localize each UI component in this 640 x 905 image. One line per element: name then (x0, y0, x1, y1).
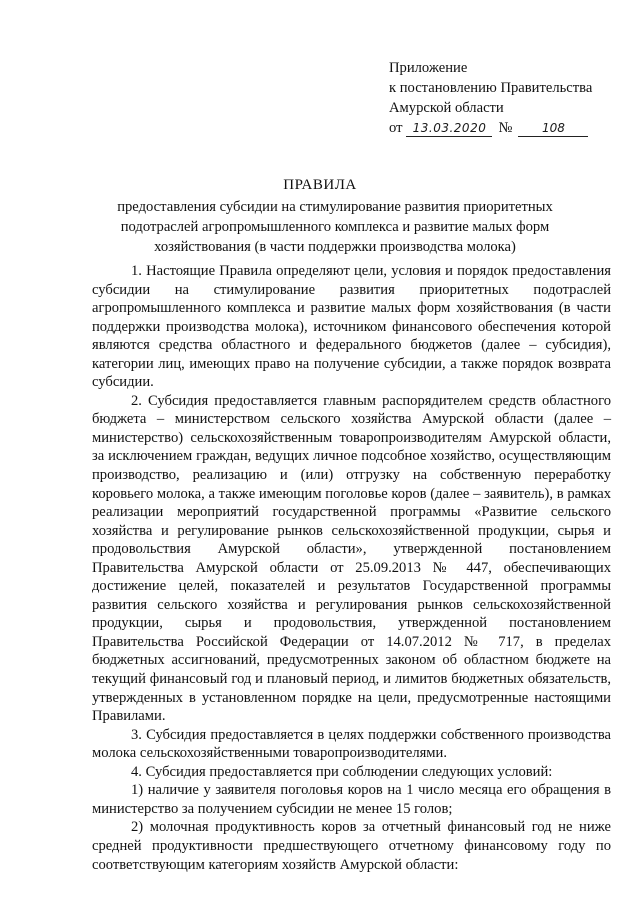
paragraph-4: 4. Субсидия предоставляется при соблюдении следующих условий: (131, 763, 553, 780)
paragraph-2: 2. Субсидия предоставляется главным распорядителем средств областного бюджета – министерством сельского хозяйства Амурской области (далее – министерство) сельскохозяйственным товаропроизводителям Амурской области, за исключением граждан, ведущих личное подсобное хозяйство, осуществляющим производство, реализацию и (или) отгрузку на собственную переработку коровьего молока, а также имеющим поголовье коров (далее – заявитель), в рамках реализации мероприятий государственной программы «Развитие сельского хозяйства и регулирование рынков сельскохозяйственной продукции, сырья и продовольствия Амурской области», утвержденной постановлением Правительства Амурской области от 25.09.2013 № 447, обеспечивающих достижение целей, показателей и результатов Государственной программы развития сельского хозяйства и регулирования рынков сельскохозяйственной продукции, сырья и продовольствия, утвержденной постановлением Правительства Российской Федерации от 14.07.2012 № 717, в пределах бюджетных ассигнований, предусмотренных законом об областном бюджете на текущий финансовый год и плановый период, и лимитов бюджетных обязательств, утвержденных в установленном порядке на цели, предусмотренные настоящими Правилами. (92, 392, 611, 725)
paragraph-4-item-2: 2) молочная продуктивность коров за отчетный финансовый год не ниже средней продуктивности предшествующего отчетному финансовому году по соответствующим категориям хозяйств Амурской области: (92, 819, 611, 873)
document-title: ПРАВИЛА (283, 177, 357, 193)
paragraph-1: 1. Настоящие Правила определяют цели, условия и порядок предоставления субсидии на стимулирование развития приоритетных подотраслей агропромышленного комплекса и развитие малых форм хозяйствования (в части поддержки производства молока), источником финансового обеспечения которой являются средства областного и федерального бюджетов (далее – субсидия), категории лиц, имеющих право на получение субсидии, а также порядок возврата субсидии. (92, 263, 611, 391)
number-prefix: № (498, 120, 513, 136)
appendix-line-1: Приложение (389, 60, 468, 76)
date-prefix: от (389, 120, 403, 136)
document-body (92, 262, 611, 874)
document-subtitle: предоставления субсидии на стимулирование развития приоритетных подотраслей агропромышленного комплекса и развитие малых форм хозяйствования (в части поддержки производства молока) (117, 199, 553, 255)
paragraph-3: 3. Субсидия предоставляется в целях поддержки собственного производства молока сельскохозяйственными товаропроизводителями. (92, 726, 611, 762)
paragraph-4-item-1: 1) наличие у заявителя поголовья коров на 1 число месяца его обращения в министерство за получением субсидии не менее 15 голов; (92, 782, 611, 817)
appendix-date-line (389, 118, 629, 138)
handwritten-number: 108 (518, 120, 588, 137)
appendix-block (389, 58, 629, 138)
appendix-line-3: Амурской области (389, 100, 504, 116)
handwritten-date: 13.03.2020 (406, 120, 492, 137)
appendix-line-2: к постановлению Правительства (389, 80, 593, 96)
